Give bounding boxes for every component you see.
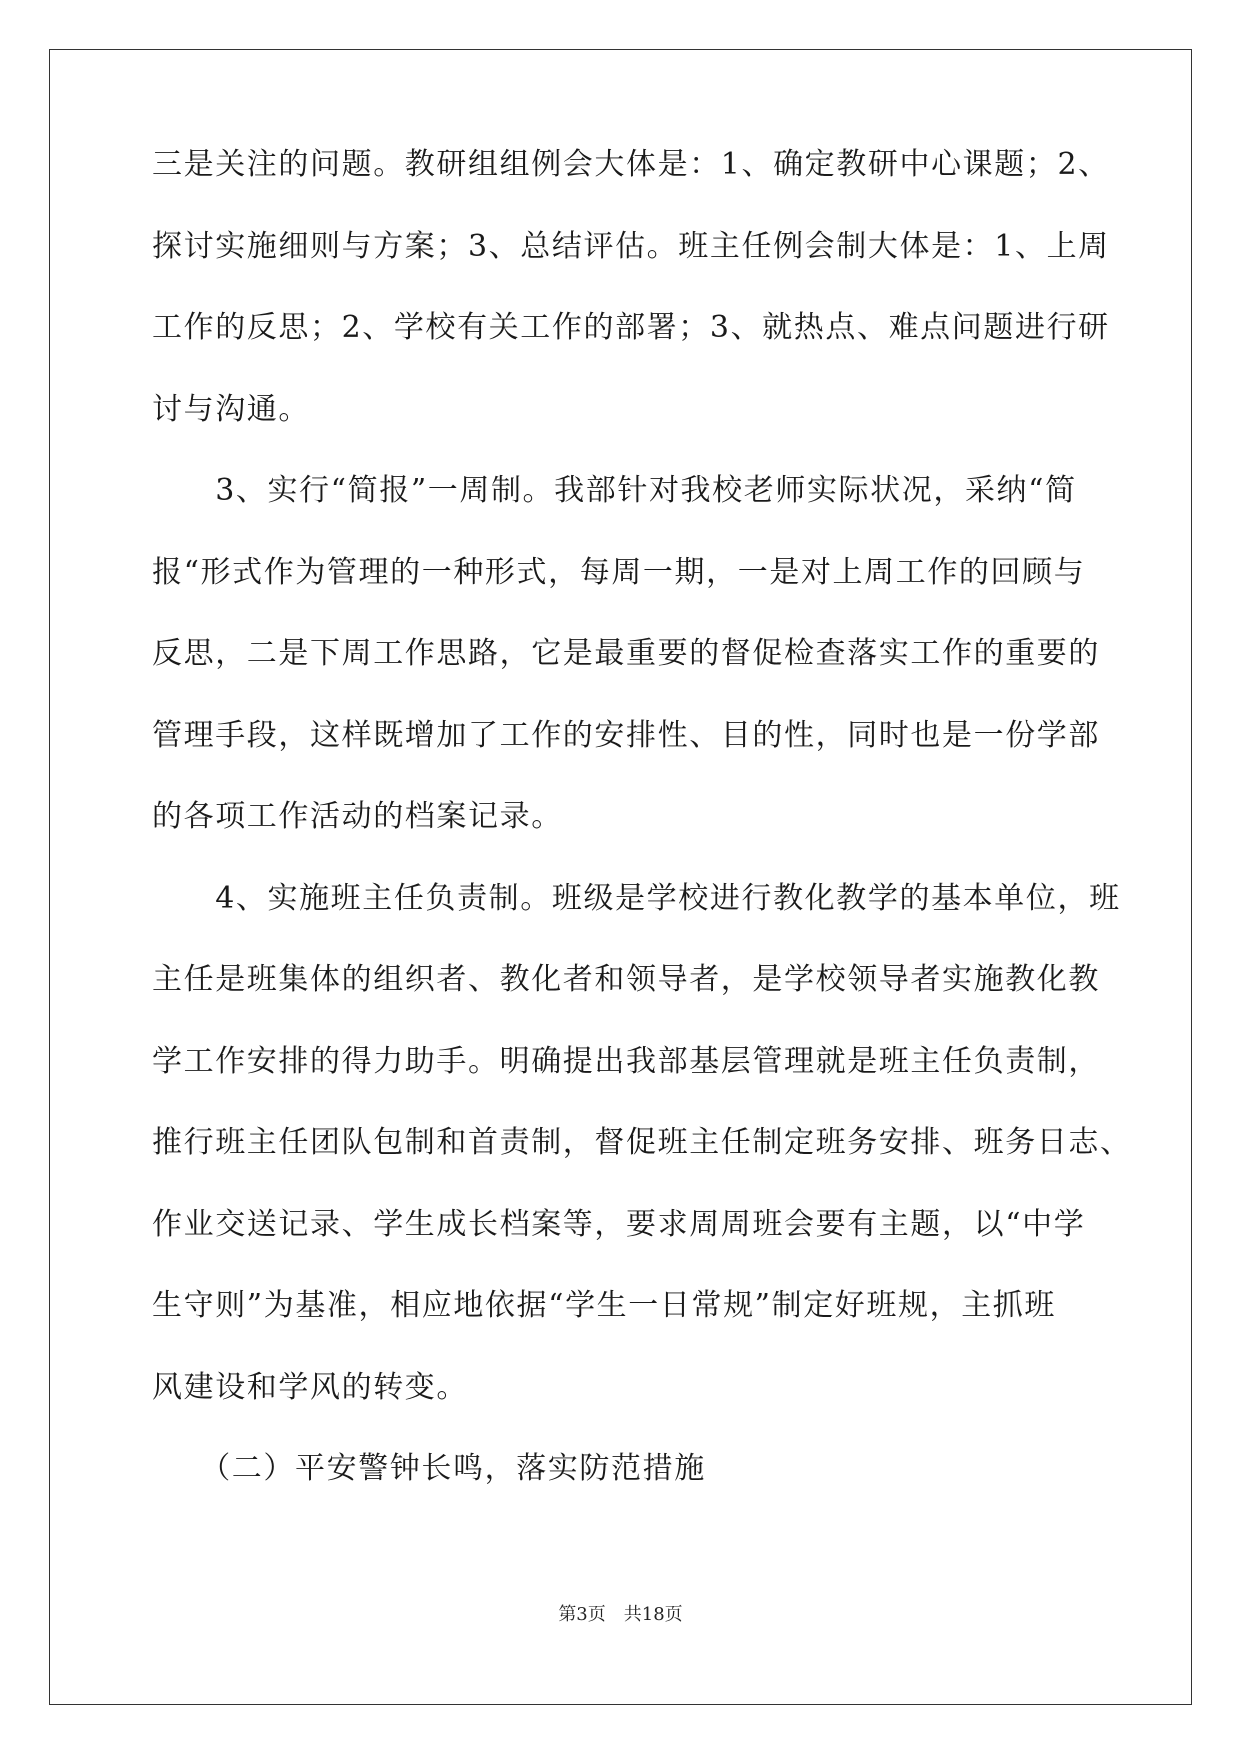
text-line: 学工作安排的得力助手。明确提出我部基层管理就是班主任负责制，: [152, 1043, 1100, 1079]
text-line: 推行班主任团队包制和首责制，督促班主任制定班务安排、班务日志、: [152, 1125, 1132, 1160]
text-line: 探讨实施细则与方案；3、总结评估。班主任例会制大体是：1、上周: [152, 228, 1110, 264]
text-line: 三是关注的问题。教研组组例会大体是：1、确定教研中心课题；2、: [152, 147, 1110, 182]
text-line: 生守则”为基准，相应地依据“学生一日常规”制定好班规，主抓班: [152, 1288, 1057, 1323]
text-line: 的各项工作活动的档案记录。: [152, 799, 563, 834]
text-line: 工作的反思；2、学校有关工作的部署；3、就热点、难点问题进行研: [152, 310, 1110, 345]
text-line: 管理手段，这样既增加了工作的安排性、目的性，同时也是一份学部: [152, 717, 1100, 753]
text-line: 3、实行“简报”一周制。我部针对我校老师实际状况，采纳“简: [152, 473, 1077, 508]
text-line: 讨与沟通。: [152, 391, 310, 427]
text-line: 作业交送记录、学生成长档案等，要求周周班会要有主题，以“中学: [152, 1206, 1086, 1242]
page-number: 第3页 共18页: [558, 1604, 683, 1625]
document-body: [152, 147, 1132, 1536]
text-line: 反思，二是下周工作思路，它是最重要的督促检查落实工作的重要的: [152, 636, 1100, 671]
text-line: 报“形式作为管理的一种形式，每周一期，一是对上周工作的回顾与: [152, 554, 1086, 590]
text-line: 4、实施班主任负责制。班级是学校进行教化教学的基本单位，班: [152, 880, 1121, 916]
section-heading: （二）平安警钟长鸣，落实防范措施: [152, 1451, 706, 1486]
text-line: 风建设和学风的转变。: [152, 1369, 468, 1405]
text-line: 主任是班集体的组织者、教化者和领导者，是学校领导者实施教化教: [152, 962, 1100, 997]
